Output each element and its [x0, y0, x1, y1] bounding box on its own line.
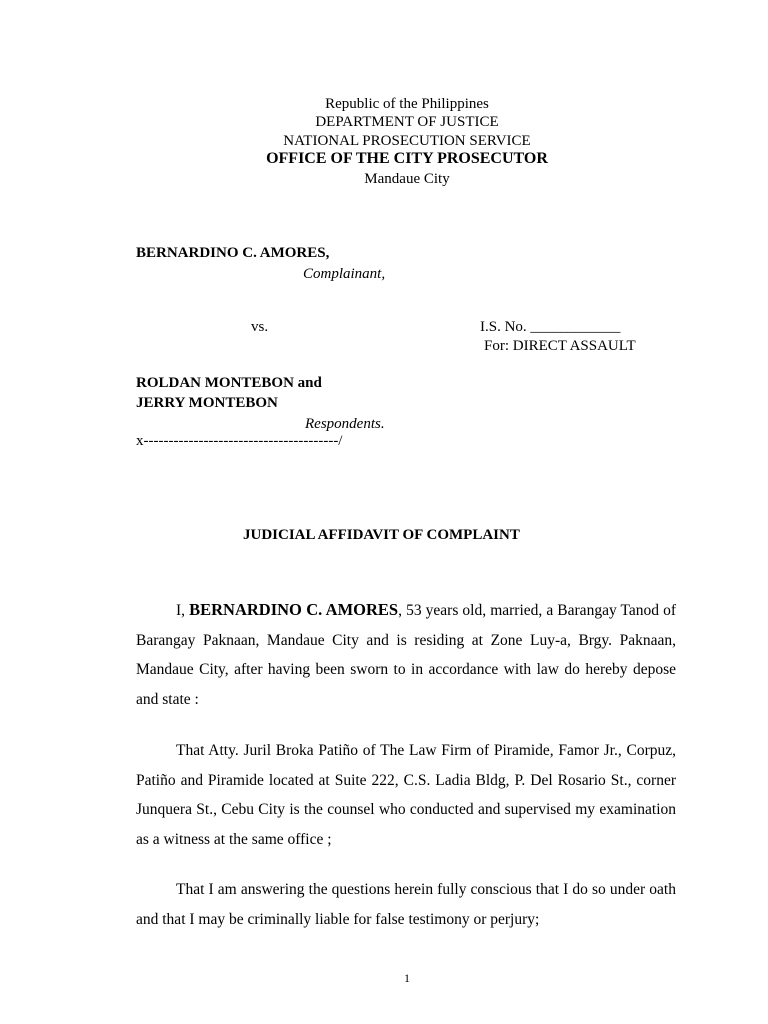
paragraph-identity [136, 595, 676, 714]
paragraph-counsel [136, 736, 676, 854]
paragraph-identity-text: , 53 years old, married, a Barangay Tanod of Barangay Paknaan, Mandaue City and is residing at Zone Luy-a, Brgy. Paknaan, Mandaue City, after having been sworn to in accordance with law do hereby depose and state : [136, 602, 677, 708]
header-department: DEPARTMENT OF JUSTICE [315, 114, 499, 130]
respondent-role: Respondents. [305, 416, 385, 432]
complainant-role: Complainant, [303, 266, 386, 282]
complainant-name: BERNARDINO C. AMORES, [136, 245, 330, 261]
document-title: JUDICIAL AFFIDAVIT OF COMPLAINT [243, 527, 520, 543]
paragraph-counsel-text: That Atty. Juril Broka Patiño of The Law Firm of Piramide, Famor Jr., Corpuz, Patiño and Piramide located at Suite 222, C.S. Ladia Bldg, P. Del Rosario St., corner Junquera St., Cebu City is the counsel who conducted and supervised my examination as a witness at the same office ; [136, 742, 676, 848]
paragraph-oath [136, 875, 676, 934]
header-republic: Republic of the Philippines [325, 96, 489, 112]
header-city: Mandaue City [364, 171, 450, 187]
header-office: OFFICE OF THE CITY PROSECUTOR [266, 150, 548, 167]
page-number: 1 [404, 971, 410, 985]
header-prosecution-service: NATIONAL PROSECUTION SERVICE [283, 133, 531, 149]
affiant-name: BERNARDINO C. AMORES [189, 600, 399, 619]
case-for: For: DIRECT ASSAULT [484, 338, 636, 354]
respondent-1: ROLDAN MONTEBON and [136, 375, 322, 391]
paragraph-identity-prefix: I, [176, 602, 190, 619]
caption-separator: x---------------------------------------/ [136, 433, 343, 449]
case-number: I.S. No. ____________ [480, 319, 621, 335]
paragraph-oath-text: That I am answering the questions herein fully conscious that I do so under oath and that I may be criminally liable for false testimony or perjury; [136, 881, 676, 928]
versus-label: vs. [251, 319, 269, 335]
respondent-2: JERRY MONTEBON [136, 395, 278, 411]
